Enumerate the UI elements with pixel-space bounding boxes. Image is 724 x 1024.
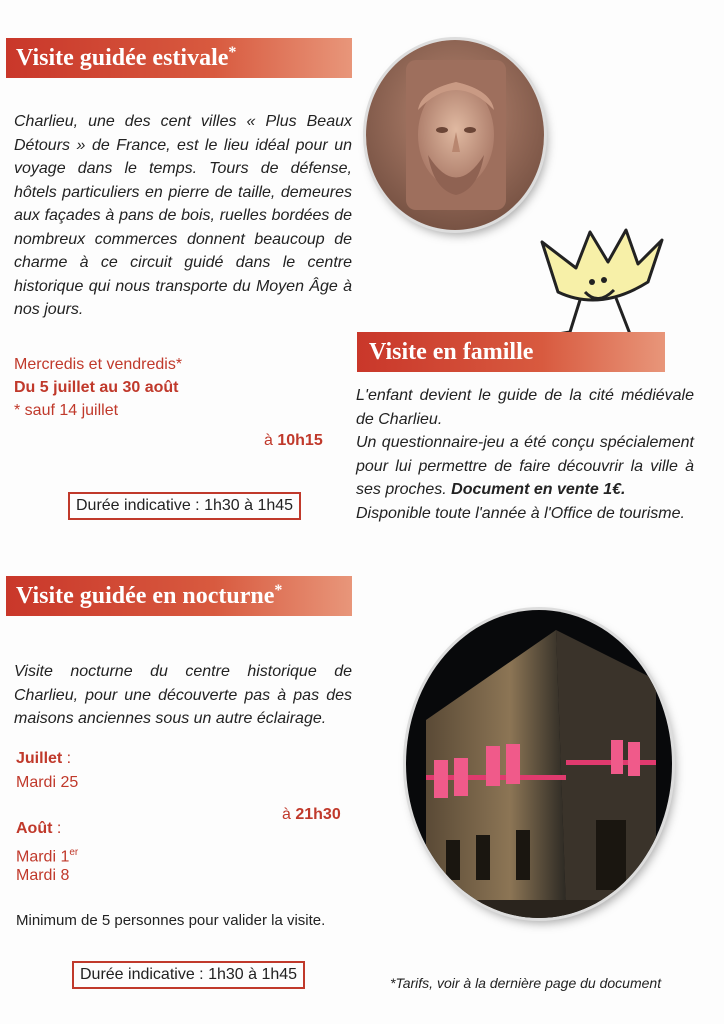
night-august-label bbox=[16, 818, 61, 840]
night-minimum: Minimum de 5 personnes pour valider la visite. bbox=[16, 912, 326, 929]
night-visit-title: Visite guidée en nocturne bbox=[16, 583, 275, 609]
summer-title-star: * bbox=[228, 44, 237, 61]
night-title-star: * bbox=[274, 582, 283, 599]
family-text-2 bbox=[356, 431, 694, 502]
night-visit-description: Visite nocturne du centre historique de Charlieu, pour une découverte pas à pas des maisons anciennes sous un autre éclairage. bbox=[14, 663, 352, 727]
july-label-sep: : bbox=[62, 750, 72, 767]
stone-head-photo bbox=[366, 40, 544, 230]
summer-visit-banner bbox=[6, 38, 352, 78]
night-july-day: Mardi 25 bbox=[16, 774, 79, 791]
august-label-sep: : bbox=[52, 820, 62, 837]
family-visit-banner bbox=[357, 332, 665, 372]
summer-days: Mercredis et vendredis* bbox=[14, 356, 183, 373]
night-building-photo bbox=[406, 610, 672, 918]
summer-time-value: 10h15 bbox=[277, 432, 323, 449]
summer-visit-title: Visite guidée estivale bbox=[16, 45, 229, 71]
night-august-day-2: Mardi 8 bbox=[16, 867, 70, 884]
july-label-text: Juillet bbox=[16, 750, 63, 767]
august-label-text: Août bbox=[16, 820, 53, 837]
night-duration-box: Durée indicative : 1h30 à 1h45 bbox=[72, 961, 305, 989]
night-visit-banner bbox=[6, 576, 352, 616]
family-text-2-bold: Document en vente 1€. bbox=[451, 481, 626, 498]
night-july-label bbox=[16, 748, 71, 770]
summer-dates: Du 5 juillet au 30 août bbox=[14, 379, 179, 396]
family-visit-description bbox=[356, 384, 694, 525]
family-text-2-main: Un questionnaire-jeu a été conçu spécialement pour lui permettre de faire découvrir la ville à ses proches. bbox=[356, 434, 694, 498]
family-visit-title: Visite en famille bbox=[369, 339, 534, 365]
footnote: *Tarifs, voir à la dernière page du document bbox=[390, 975, 662, 991]
august-day1-text: Mardi 1 bbox=[16, 848, 70, 866]
summer-time bbox=[264, 430, 323, 452]
night-time bbox=[282, 804, 341, 826]
night-time-prefix: à bbox=[282, 806, 291, 823]
summer-visit-description: Charlieu, une des cent villes « Plus Beaux Détours » de France, est le lieu idéal pour un voyage dans le temps. Tours de défense, hôtels particuliers en pierre de taille, demeures aux façades à pans de bois, ruelles bordées de nombreux commerces donnent beaucoup de charme à ce circuit guidé dans le centre historique qui nous transporte du Moyen Âge à nos jours. bbox=[14, 113, 352, 318]
family-text-1: L'enfant devient le guide de la cité médiévale de Charlieu. bbox=[356, 387, 694, 428]
family-text-3: Disponible toute l'année à l'Office de tourisme. bbox=[356, 504, 685, 522]
night-time-value: 21h30 bbox=[295, 806, 341, 823]
summer-time-prefix: à bbox=[264, 432, 273, 449]
summer-exception: * sauf 14 juillet bbox=[14, 402, 119, 419]
august-day1-sup: er bbox=[69, 847, 79, 858]
summer-duration-box: Durée indicative : 1h30 à 1h45 bbox=[68, 492, 301, 520]
